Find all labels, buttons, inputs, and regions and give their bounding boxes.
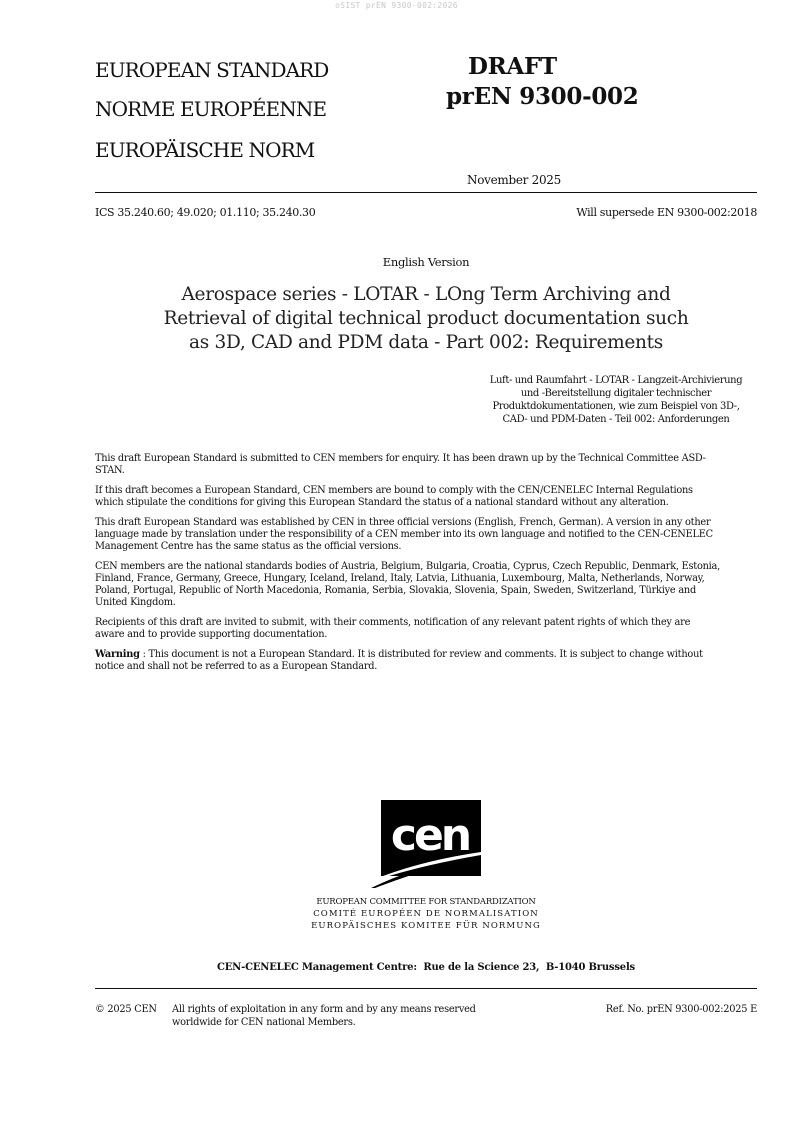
watermark: oSIST prEN 9300-002:2026 [335,1,458,10]
paragraph-submission [95,453,757,477]
paragraph-patents [95,617,757,641]
standard-name-en: EUROPEAN STANDARD [95,58,329,82]
text-line: Poland, Portugal, Republic of North Macedonia, Romania, Serbia, Slovakia, Slovenia, Spain, Sweden, Switzerland, Türkiye and [95,585,696,596]
text-line: aware and to provide supporting documentation. [95,629,328,640]
rights-line: All rights of exploitation in any form and by any means reserved [172,1004,476,1015]
reference-number: Ref. No. prEN 9300-002:2025 E [605,1004,757,1015]
text-line: notice and shall not be referred to as a European Standard. [95,661,378,672]
standard-name-fr: NORME EUROPÉENNE [95,97,327,121]
text-line: Recipients of this draft are invited to submit, with their comments, notification of any relevant patent rights of which they are [95,617,691,628]
text-line: Management Centre has the same status as the official versions. [95,541,402,552]
german-title [470,374,762,426]
logo-text: cen [390,810,470,861]
text-line: If this draft becomes a European Standard, CEN members are bound to comply with the CEN/CENELEC Internal Regulations [95,485,693,496]
german-title-line: CAD- und PDM-Daten - Teil 002: Anforderungen [502,414,730,425]
warning-text: : This document is not a European Standard. It is distributed for review and comments. It is subject to change without [139,649,703,660]
paragraph-regulations [95,485,757,509]
text-line [95,649,757,661]
german-title-line: Produktdokumentationen, wie zum Beispiel von 3D-, [492,401,740,412]
text-line: Finland, France, Germany, Greece, Hungary, Iceland, Ireland, Italy, Latvia, Lithuania, Luxembourg, Malta, Netherlands, Norway, [95,573,705,584]
text-line: This draft European Standard is submitted to CEN members for enquiry. It has been drawn up by the Technical Committee ASD- [95,453,706,464]
text-line: United Kingdom. [95,597,176,608]
text-line: which stipulate the conditions for giving this European Standard the status of a national standard without any alteration. [95,497,669,508]
draft-label: DRAFT [468,53,557,80]
committee-name-en: EUROPEAN COMMITTEE FOR STANDARDIZATION [316,897,536,907]
text-line: STAN. [95,465,125,476]
copyright: © 2025 CEN [95,1004,157,1015]
enquiry-notice [95,453,757,681]
title-line: Aerospace series - LOTAR - LOng Term Archiving and [181,284,671,305]
paragraph-warning [95,649,757,673]
text-line: CEN members are the national standards bodies of Austria, Belgium, Bulgaria, Croatia, Cyprus, Czech Republic, Denmark, Estonia, [95,561,721,572]
title-line: Retrieval of digital technical product documentation such [163,308,689,329]
cen-logo-icon [371,800,483,888]
draft-number: prEN 9300-002 [446,83,639,110]
standard-name-de: EUROPÄISCHE NORM [95,138,315,162]
rights-line: worldwide for CEN national Members. [172,1016,356,1028]
header-rule [95,192,757,193]
paragraph-members [95,561,757,609]
language-version: English Version [382,255,470,269]
committee-name-de: EUROPÄISCHES KOMITEE FÜR NORMUNG [311,921,541,931]
committee-name-fr: COMITÉ EUROPÉEN DE NORMALISATION [313,909,539,919]
document-title [95,283,757,355]
footer-rule [95,988,757,989]
ics-codes: ICS 35.240.60; 49.020; 01.110; 35.240.30 [95,206,316,219]
warning-label: Warning [95,649,140,660]
publication-date: November 2025 [467,173,561,187]
paragraph-versions [95,517,757,553]
text-line: language made by translation under the responsibility of a CEN member into its own language and notified to the CEN-CENELEC [95,529,713,540]
title-line: as 3D, CAD and PDM data - Part 002: Requirements [189,332,663,353]
german-title-line: und -Bereitstellung digitaler technischer [520,388,712,399]
committee-names [0,896,793,932]
german-title-line: Luft- und Raumfahrt - LOTAR - Langzeit-Archivierung [489,375,743,386]
rights-statement [172,1004,476,1029]
text-line: This draft European Standard was established by CEN in three official versions (English, French, German). A version in any other [95,517,711,528]
management-centre-address: CEN-CENELEC Management Centre: Rue de la Science 23, B-1040 Brussels [217,962,635,973]
supersedes-note: Will supersede EN 9300-002:2018 [576,206,757,219]
